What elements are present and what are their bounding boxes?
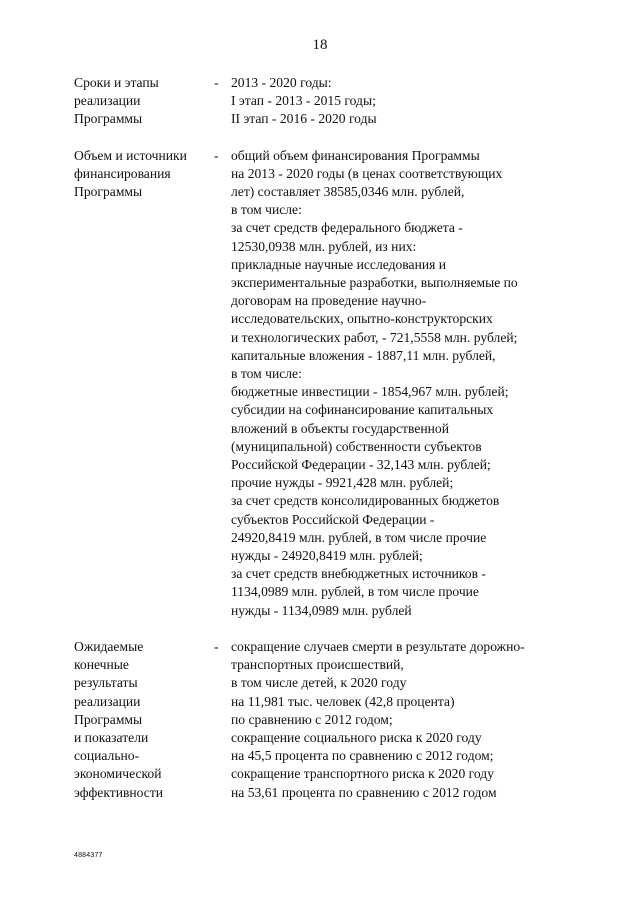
section-value [231, 638, 571, 802]
value-line: прикладные научные исследования и [231, 256, 447, 272]
value-line: экспериментальные разработки, выполняемые по [231, 275, 518, 291]
value-line: I этап - 2013 - 2015 годы; [231, 93, 376, 109]
value-line: нужды - 1134,0989 млн. рублей [231, 602, 412, 618]
value-line: общий объем финансирования Программы [231, 147, 480, 163]
value-line: (муниципальной) собственности субъектов [231, 438, 482, 454]
value-line: договорам на проведение научно- [231, 293, 427, 309]
section-label [74, 147, 214, 202]
label-line: Ожидаемые [74, 638, 144, 654]
value-line: 2013 - 2020 годы: [231, 75, 332, 90]
value-line: за счет средств консолидированных бюджетов [231, 493, 500, 509]
value-line: на 45,5 процента по сравнению с 2012 годом; [231, 748, 494, 764]
section-value [231, 74, 571, 129]
value-line: субъектов Российской Федерации - [231, 511, 435, 527]
separator-dash: - [214, 75, 219, 90]
label-line: эффективности [74, 784, 164, 800]
label-line: конечные [74, 657, 129, 673]
label-line: реализации [74, 693, 141, 709]
section-label [74, 74, 214, 129]
label-line: финансирования [74, 165, 171, 181]
label-line: результаты [74, 675, 138, 691]
value-line: вложений в объекты государственной [231, 420, 449, 436]
value-line: в том числе: [231, 366, 302, 382]
value-line: капитальные вложения - 1887,11 млн. рублей, [231, 347, 496, 363]
passport-table [0, 74, 640, 802]
value-line: II этап - 2016 - 2020 годы [231, 111, 377, 127]
label-line: Программы [74, 711, 143, 727]
label-line: Сроки и этапы [74, 75, 159, 90]
separator-dash: - [214, 638, 219, 654]
value-line: на 11,981 тыс. человек (42,8 процента) [231, 693, 455, 709]
value-line: субсидии на софинансирование капитальных [231, 402, 494, 418]
section-value [231, 147, 571, 620]
value-line: в том числе детей, к 2020 году [231, 675, 407, 691]
value-line: за счет средств внебюджетных источников - [231, 566, 486, 582]
label-line: Программы [74, 111, 143, 127]
value-line: сокращение социального риска к 2020 году [231, 729, 482, 745]
value-line: сокращение транспортного риска к 2020 году [231, 766, 495, 782]
value-line: Российской Федерации - 32,143 млн. рублей; [231, 457, 491, 473]
value-line: транспортных происшествий, [231, 657, 404, 673]
value-line: 1134,0989 млн. рублей, в том числе прочие [231, 584, 479, 600]
value-line: на 53,61 процента по сравнению с 2012 годом [231, 784, 497, 800]
value-line: на 2013 - 2020 годы (в ценах соответствующих [231, 165, 503, 181]
value-line: исследовательских, опытно-конструкторских [231, 311, 493, 327]
label-line: экономической [74, 766, 162, 782]
value-line: по сравнению с 2012 годом; [231, 711, 393, 727]
section-timeline [0, 74, 640, 129]
label-line: Программы [74, 184, 143, 200]
value-line: 24920,8419 млн. рублей, в том числе прочие [231, 529, 487, 545]
value-line: сокращение случаев смерти в результате дорожно- [231, 638, 525, 654]
page-number: 18 [312, 37, 328, 53]
section-funding [0, 147, 640, 620]
separator-dash: - [214, 147, 219, 163]
label-line: реализации [74, 93, 141, 109]
value-line: нужды - 24920,8419 млн. рублей; [231, 548, 423, 564]
value-line: бюджетные инвестиции - 1854,967 млн. рублей; [231, 384, 509, 400]
label-line: и показатели [74, 729, 149, 745]
value-line: и технологических работ, - 721,5558 млн. рублей; [231, 329, 518, 345]
label-line: социально- [74, 748, 140, 764]
value-line: в том числе: [231, 202, 302, 218]
value-line: за счет средств федерального бюджета - [231, 220, 463, 236]
value-line: лет) составляет 38585,0346 млн. рублей, [231, 184, 465, 200]
label-line: Объем и источники [74, 147, 187, 163]
document-code: 4884377 [74, 852, 103, 859]
section-label [74, 638, 214, 802]
value-line: прочие нужды - 9921,428 млн. рублей; [231, 475, 454, 491]
value-line: 12530,0938 млн. рублей, из них: [231, 238, 417, 254]
section-expected-results [0, 638, 640, 802]
